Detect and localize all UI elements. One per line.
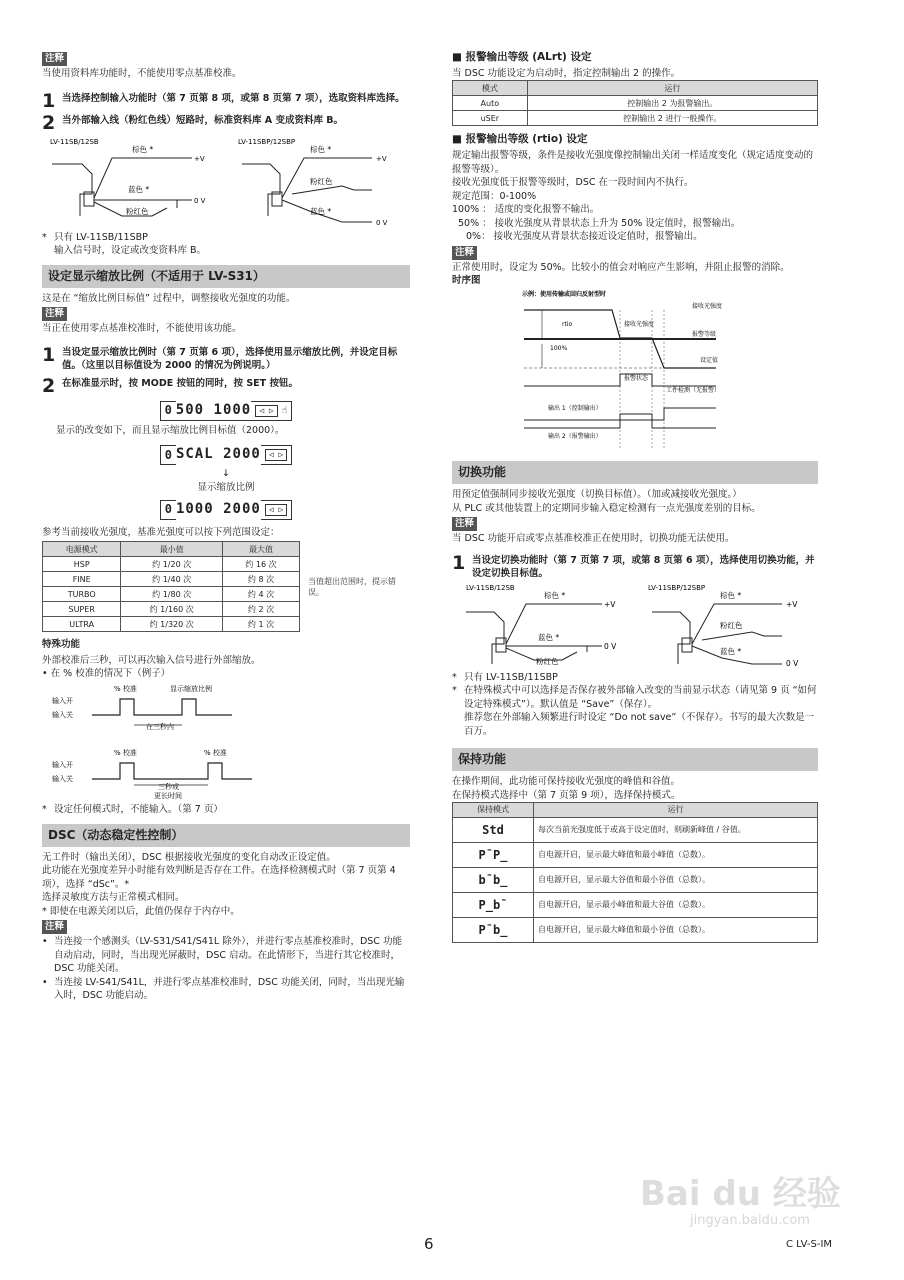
table-cell: uSEr bbox=[453, 111, 528, 126]
svg-text:粉红色: 粉红色 bbox=[536, 657, 559, 667]
table-cell: 约 8 次 bbox=[223, 572, 300, 587]
svg-text:棕色 *: 棕色 * bbox=[132, 145, 154, 155]
table-cell: 控制输出 2 为报警输出。 bbox=[527, 96, 817, 111]
table-cell: 约 2 次 bbox=[223, 602, 300, 617]
svg-text:LV-11SBP/12SBP: LV-11SBP/12SBP bbox=[648, 584, 706, 593]
table-header: 电源模式 bbox=[43, 542, 121, 557]
arrow-down-icon: ↓ bbox=[222, 468, 230, 480]
svg-text:接收光强度: 接收光强度 bbox=[692, 302, 723, 310]
svg-text:+V: +V bbox=[376, 155, 387, 164]
svg-text:% 校准: % 校准 bbox=[204, 748, 227, 757]
display-panel-2: 0 SCAL 2000 ◁ ▷ bbox=[160, 445, 293, 465]
section-title-hold: 保持功能 bbox=[452, 748, 818, 771]
switch-step-1: 1 当设定切换功能时（第 7 页第 7 项，或第 8 页第 6 项），选择使用切换功能，并设定切换目标值。 bbox=[452, 551, 815, 579]
left-column: 注释 当使用资料库功能时，不能使用零点基准校准。 1 当选择控制输入功能时（第 7 页第 8 项，或第 8 页第 7 项），选取资料库选择。 2 当外部输入线（粉红色线）短路时，标准资料库 A 变成资料库 B。 LV-11SB/12SB LV-11SBP/12SBP 棕色 * +V 蓝色 * 0 V 粉红色 棕色 * +V 粉红色 蓝色 * 0 V * 只有 LV-11SB/11SBP 输入信号时，设定或改变资料库 B。 设定显示缩放比例（不适用于 LV-S31） 这是在 “缩放比例目标值” 过程中，调整接收光强度的功能。 注释 当正在使用零点基准校准时，不能使用该功能。 1 当设定显示缩放比例时（第 7 页第 6 项），选择使用显示缩放比例，并设定目标值。（这里以目标值设为 2000 的情况为例说明。） 2 在标准显示时，按 MODE 按钮的同时，按 SET 按钮。 0 500 1000 ◁ ▷ ☝ 显示的改变如下，而且显示缩放比例目标值（2000）。 0 SCAL 2000 ◁ ▷ ↓ 显示缩放比例 0 1000 2000 ◁ ▷ 参考当前接收光强度，基准光强度可以按下列范围设定： 电源模式 最小值 最大值 HSP 约 1/20 次 约 16 次 FINE 约 1/40 次 约 8 次 TURBO 约 1/80 次 约 4 次 SUPER 约 1/160 次 约 2 次 ULTRA 约 1/320 次 约 1 次 当值超出范围时，提示错误。 特殊功能 外部校准后三秒，可以再次输入信号进行外部缩放。 • 在 % 校准的情况下（例子） 输入开 输入关 % 校准 显示缩放比例 在三秒内 输入开 输入关 % 校准 % 校准 三秒或 更长时间 * 设定任何模式时，不能输入。（第 7 页） DSC（动态稳定性控制） 无工件时（输出关闭），DSC 根据接收光强度的变化自动改正设定值。 此功能在光强度差异小时能有效判断是否存在工件。在选择检测模式时（第 7 页第 4 项），选择 “dSc”。* 选择灵敏度方法与正常模式相同。 * 即使在电源关闭以后，此值仍保存于内存中。 注释 • 当连接一个感测头（LV-S31/S41/S41L 除外），并进行零点基准校准时，DSC 功能自动启动，同时，当出现光屏蔽时，DSC 启动。在此情形下，当进行其它校准时，DSC 功能关闭。 • 当连接 LV-S41/S41L，并进行零点基准校准时，DSC 功能关闭，同时，当出现光输入时，DSC 功能启动。 bbox=[42, 50, 410, 1003]
table-cell: FINE bbox=[43, 572, 121, 587]
table-cell: 约 1/20 次 bbox=[121, 557, 223, 572]
svg-text:蓝色 *: 蓝色 * bbox=[128, 185, 150, 195]
svg-text:LV-11SB/12SB: LV-11SB/12SB bbox=[50, 138, 99, 147]
svg-text:报警状态: 报警状态 bbox=[624, 374, 649, 382]
table-row bbox=[453, 918, 818, 943]
bullet-item: • 当连接 LV-S41/S41L，并进行零点基准校准时，DSC 功能关闭，同时，当出现光输入时，DSC 功能启动。 bbox=[42, 976, 405, 1002]
footnote: * 只有 LV-11SB/11SBP 输入信号时，设定或改变资料库 B。 bbox=[42, 231, 207, 257]
note-tag: 注释 bbox=[42, 307, 67, 321]
svg-text:% 校准: % 校准 bbox=[114, 684, 137, 693]
svg-text:+V: +V bbox=[604, 600, 616, 610]
section-title-switch: 切换功能 bbox=[452, 461, 818, 484]
range-table bbox=[42, 541, 300, 632]
table-header: 最大值 bbox=[223, 542, 300, 557]
table-cell: 约 1/160 次 bbox=[121, 602, 223, 617]
svg-text:棕色 *: 棕色 * bbox=[544, 591, 566, 601]
svg-text:LV-11SB/12SB: LV-11SB/12SB bbox=[466, 584, 515, 593]
page-number: 6 bbox=[424, 1235, 434, 1253]
svg-text:0 V: 0 V bbox=[604, 642, 617, 652]
table-cell: Std bbox=[453, 818, 534, 843]
scale-step-1: 1 当设定显示缩放比例时（第 7 页第 6 项），选择使用显示缩放比例，并设定目标值。（这里以目标值设为 2000 的情况为例说明。） bbox=[42, 343, 398, 372]
alrt-table bbox=[452, 80, 818, 126]
table-cell: P_b¯ bbox=[453, 893, 534, 918]
display-panel-3: 0 1000 2000 ◁ ▷ bbox=[160, 500, 293, 520]
wiring-diagram-right bbox=[452, 582, 818, 666]
table-header: 保持模式 bbox=[453, 803, 534, 818]
svg-text:输出 1（控制输出）: 输出 1（控制输出） bbox=[548, 404, 602, 412]
svg-text:蓝色 *: 蓝色 * bbox=[538, 633, 560, 643]
table-cell: 自电源开启，显示最大峰值和最小谷值（总数）。 bbox=[534, 918, 818, 943]
table-header: 模式 bbox=[453, 81, 528, 96]
watermark-brand: Bai du 经验 bbox=[640, 1174, 841, 1214]
table-header: 运行 bbox=[527, 81, 817, 96]
svg-text:蓝色 *: 蓝色 * bbox=[310, 207, 332, 217]
svg-text:输入关: 输入关 bbox=[52, 710, 73, 719]
svg-text:输入开: 输入开 bbox=[52, 696, 73, 705]
timing-chart-alarm bbox=[452, 288, 818, 450]
hand-icon: ☝ bbox=[281, 404, 288, 416]
table-row bbox=[43, 602, 300, 617]
display-panel-1: 0 500 1000 ◁ ▷ ☝ bbox=[160, 401, 293, 421]
note-tag: 注释 bbox=[452, 246, 477, 260]
svg-text:粉红色: 粉红色 bbox=[126, 207, 149, 217]
hold-table bbox=[452, 802, 818, 943]
table-row bbox=[43, 617, 300, 632]
step-1: 1 当选择控制输入功能时（第 7 页第 8 项，或第 8 页第 7 项），选取资料库选择。 bbox=[42, 90, 405, 113]
table-cell: 约 1/80 次 bbox=[121, 587, 223, 602]
table-cell: SUPER bbox=[43, 602, 121, 617]
table-cell: HSP bbox=[43, 557, 121, 572]
table-cell: 自电源开启，显示最大谷值和最小谷值（总数）。 bbox=[534, 868, 818, 893]
bullet-item: • 当连接一个感测头（LV-S31/S41/S41L 除外），并进行零点基准校准时，DSC 功能自动启动，同时，当出现光屏蔽时，DSC 启动。在此情形下，当进行其它校准时，DSC 功能关闭。 bbox=[42, 936, 402, 975]
note-tag: 注释 bbox=[42, 920, 67, 934]
table-cell: 约 1 次 bbox=[223, 617, 300, 632]
table-cell: 约 16 次 bbox=[223, 557, 300, 572]
table-row bbox=[43, 587, 300, 602]
table-row bbox=[43, 557, 300, 572]
table-cell: b¯b_ bbox=[453, 868, 534, 893]
svg-text:棕色 *: 棕色 * bbox=[310, 145, 332, 155]
svg-text:棕色 *: 棕色 * bbox=[720, 591, 742, 601]
svg-text:粉红色: 粉红色 bbox=[310, 177, 333, 187]
svg-text:三秒或: 三秒或 bbox=[158, 782, 179, 791]
table-header: 运行 bbox=[534, 803, 818, 818]
table-cell: ULTRA bbox=[43, 617, 121, 632]
svg-text:工件检测（无报警）: 工件检测（无报警） bbox=[666, 386, 721, 394]
table-row bbox=[453, 843, 818, 868]
svg-text:接收光强度: 接收光强度 bbox=[624, 320, 655, 328]
note-text: 当使用资料库功能时，不能使用零点基准校准。 bbox=[42, 68, 242, 79]
svg-text:示例：使用传输或回归反射型时: 示例：使用传输或回归反射型时 bbox=[522, 290, 607, 298]
wiring-diagram-left bbox=[42, 134, 410, 226]
svg-text:0 V: 0 V bbox=[376, 219, 388, 227]
section-title-scale: 设定显示缩放比例（不适用于 LV-S31） bbox=[42, 265, 410, 288]
svg-text:设定值: 设定值 bbox=[700, 356, 719, 364]
table-cell: 控制输出 2 进行一般操作。 bbox=[527, 111, 817, 126]
section-title-dsc: DSC（动态稳定性控制） bbox=[42, 824, 410, 847]
table-row bbox=[453, 818, 818, 843]
svg-text:rtio: rtio bbox=[562, 320, 573, 328]
table-cell: Auto bbox=[453, 96, 528, 111]
svg-text:0 V: 0 V bbox=[194, 197, 206, 206]
scale-step-2: 2 在标准显示时，按 MODE 按钮的同时，按 SET 按钮。 bbox=[42, 374, 298, 397]
table-header: 最小值 bbox=[121, 542, 223, 557]
table-cell: P¯b_ bbox=[453, 918, 534, 943]
svg-text:+V: +V bbox=[786, 600, 798, 610]
table-row bbox=[43, 572, 300, 587]
svg-text:LV-11SBP/12SBP: LV-11SBP/12SBP bbox=[238, 138, 296, 147]
table-row bbox=[453, 893, 818, 918]
table-cell: 约 1/320 次 bbox=[121, 617, 223, 632]
svg-text:更长时间: 更长时间 bbox=[154, 791, 182, 799]
table-cell: 每次当前光强度低于或高于设定值时，则刷新峰值 / 谷值。 bbox=[534, 818, 818, 843]
step-2: 2 当外部输入线（粉红色线）短路时，标准资料库 A 变成资料库 B。 bbox=[42, 112, 344, 135]
table-cell: 自电源开启，显示最大峰值和最小峰值（总数）。 bbox=[534, 843, 818, 868]
table-cell: P¯P_ bbox=[453, 843, 534, 868]
table-row bbox=[453, 868, 818, 893]
svg-text:+V: +V bbox=[194, 155, 205, 164]
svg-text:输出 2（报警输出）: 输出 2（报警输出） bbox=[548, 432, 602, 440]
doc-code: C LV-S-IM bbox=[786, 1239, 833, 1250]
table-cell: 自电源开启，显示最小峰值和最大谷值（总数）。 bbox=[534, 893, 818, 918]
note-tag: 注释 bbox=[42, 52, 67, 66]
svg-text:显示缩放比例: 显示缩放比例 bbox=[170, 684, 212, 693]
table-row bbox=[453, 111, 818, 126]
note-tag: 注释 bbox=[452, 517, 477, 531]
svg-text:输入关: 输入关 bbox=[52, 774, 73, 783]
svg-text:粉红色: 粉红色 bbox=[720, 621, 743, 631]
table-cell: TURBO bbox=[43, 587, 121, 602]
arrow-buttons: ◁ ▷ bbox=[255, 405, 277, 417]
watermark-url: jingyan.baidu.com bbox=[690, 1213, 810, 1228]
table-cell: 约 1/40 次 bbox=[121, 572, 223, 587]
svg-text:% 校准: % 校准 bbox=[114, 748, 137, 757]
svg-text:蓝色 *: 蓝色 * bbox=[720, 647, 742, 657]
svg-text:报警等级: 报警等级 bbox=[692, 330, 717, 338]
svg-text:在三秒内: 在三秒内 bbox=[146, 722, 174, 731]
table-cell: 约 4 次 bbox=[223, 587, 300, 602]
svg-text:100%: 100% bbox=[550, 344, 568, 352]
svg-text:输入开: 输入开 bbox=[52, 760, 73, 769]
svg-text:0 V: 0 V bbox=[786, 659, 799, 667]
timing-diagram-scale bbox=[42, 681, 410, 799]
right-column: ■ 报警输出等级 (ALrt) 设定 当 DSC 功能设定为启动时，指定控制输出 2 的操作。 模式 运行 Auto 控制输出 2 为报警输出。 uSEr 控制输出 2 进行一般操作。 ■ 报警输出等级 (rtio) 设定 规定输出报警等级，条件是接收光强度像控制输出关闭一样适度变化（规定适度变动的报警等级）。 接收光强度低于报警等级时，DSC 在一段时间内不执行。 规定范围：0-100% 100% ： 适度的变化报警不输出。 50% ： 接收光强度从背景状态上升为 50% 设定值时，报警输出。 0%： 接收光强度从背景状态接近设定值时，报警输出。 注释 正常使用时，设定为 50%。比较小的值会对响应产生影响，并阻止报警的消除。 时序图 示例：使用传输或回归反射型时 接收光强度 rtio 接收光强度 报警等级 100% 设定值 报警状态 工件检测（无报警） 输出 1（控制输出） 输出 2（报警输出） 切换功能 用预定值强制同步接收光强度（切换目标值）。（加或减接收光强度。） 从 PLC 或其他装置上的定期同步输入稳定检测有一点光强度差别的目标。 注释 当 DSC 功能开启或零点基准校准正在使用时，切换功能无法使用。 1 当设定切换功能时（第 7 页第 7 项，或第 8 页第 6 项），选择使用切换功能，并设定切换目标值。 LV-11SB/12SB LV-11SBP/12SBP 棕色 * +V 蓝色 * 0 V 粉红色 棕色 * +V 粉红色 蓝色 * 0 V * 只有 LV-11SB/11SBP * 在特殊模式中可以选择是否保存被外部输入改变的当前显示状态（请见第 9 页 “如何设定特殊模式”）。默认值是 “Save”（保存）。 推荐您在外部输入频繁进行时设定 “Do not save”（不保存）。书写的最大次数是一百万。 保持功能 在操作期间，此功能可保持接收光强度的峰值和谷值。 在保持模式选择中（第 7 页第 9 项），选择保持模式。 保持模式 运行 Std 每次当前光强度低于或高于设定值时，则刷新峰值 / 谷值。 P¯P_ 自电源开启，显示最大峰值和最小峰值（总数）。 b¯b_ 自电源开启，显示最大谷值和最小谷值（总数）。 P_b¯ 自电源开启，显示最小峰值和最大谷值（总数）。 P¯b_ 自电源开启，显示最大峰值和最小谷值（总数）。 bbox=[452, 50, 818, 943]
table-row bbox=[453, 96, 818, 111]
